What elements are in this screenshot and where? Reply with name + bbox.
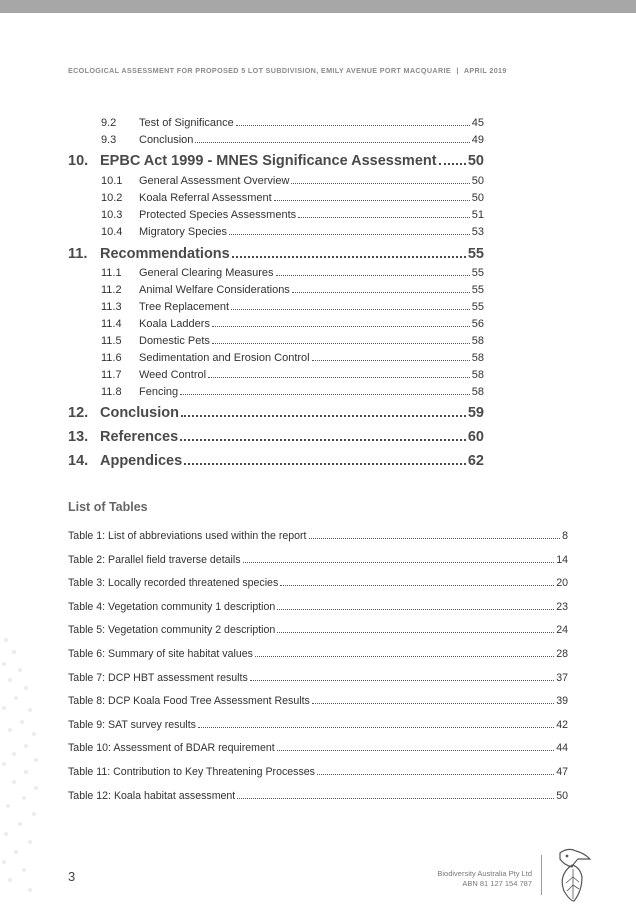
toc-entry-page: 50 xyxy=(471,192,484,204)
toc-entry-number: 9.3 xyxy=(101,134,117,146)
list-of-tables-entry[interactable] xyxy=(68,577,568,589)
list-of-tables-entry[interactable] xyxy=(68,554,568,566)
toc-subsection-entry[interactable] xyxy=(101,175,484,187)
table-leader-dots xyxy=(277,750,555,751)
toc-section-entry[interactable] xyxy=(68,153,484,169)
table-entry-title: Table 9: SAT survey results xyxy=(68,718,196,731)
toc-leader-dots xyxy=(236,125,470,126)
toc-subsection-entry[interactable] xyxy=(101,369,484,381)
toc-entry-number: 11.8 xyxy=(101,386,122,398)
kookaburra-leaf-logo-icon xyxy=(552,847,592,903)
list-of-tables-entry[interactable] xyxy=(68,601,568,613)
toc-entry-number: 10.4 xyxy=(101,226,123,238)
toc-entry-number: 11. xyxy=(68,246,88,262)
toc-entry-number: 11.5 xyxy=(101,335,122,347)
table-leader-dots xyxy=(280,585,554,586)
toc-entry-page: 50 xyxy=(471,175,484,187)
toc-entry-page: 59 xyxy=(467,405,484,421)
toc-entry-page: 50 xyxy=(467,153,484,169)
toc-leader-dots xyxy=(212,343,470,344)
toc-entry-number: 11.6 xyxy=(101,352,122,364)
toc-entry-number: 13. xyxy=(68,429,89,445)
toc-section-entry[interactable] xyxy=(68,429,484,445)
footer-divider xyxy=(541,855,542,895)
table-entry-title: Table 11: Contribution to Key Threatening Processes xyxy=(68,766,315,778)
table-entry-title: Table 3: Locally recorded threatened species xyxy=(68,577,279,590)
toc-entry-title: Tree Replacement xyxy=(139,301,230,313)
toc-entry-title: General Assessment Overview xyxy=(139,175,290,187)
toc-entry-page: 56 xyxy=(471,318,484,330)
toc-entry-page: 55 xyxy=(471,267,484,279)
table-leader-dots xyxy=(243,562,555,563)
list-of-tables-entry[interactable] xyxy=(68,742,568,754)
toc-entry-number: 10.3 xyxy=(101,209,123,221)
company-info xyxy=(437,869,532,889)
header-separator: | xyxy=(456,66,459,75)
list-of-tables-entry[interactable] xyxy=(68,695,568,707)
toc-section-entry[interactable] xyxy=(68,453,484,469)
toc-subsection-entry[interactable] xyxy=(101,226,484,238)
toc-entry-page: 58 xyxy=(471,386,484,398)
toc-leader-dots xyxy=(208,377,470,378)
toc-leader-dots xyxy=(312,360,470,361)
toc-entry-title: Test of Significance xyxy=(139,117,234,129)
toc-entry-title: Protected Species Assessments xyxy=(139,209,297,221)
toc-leader-dots xyxy=(180,394,470,395)
table-entry-title: Table 12: Koala habitat assessment xyxy=(68,789,236,802)
toc-leader-dots xyxy=(212,326,470,327)
toc-entry-page: 58 xyxy=(471,352,484,364)
table-leader-dots xyxy=(250,680,554,681)
list-of-tables-entry[interactable] xyxy=(68,719,568,731)
top-bar xyxy=(0,0,636,13)
table-entry-page: 20 xyxy=(556,577,568,590)
table-leader-dots xyxy=(255,656,554,657)
table-entry-page: 8 xyxy=(562,530,568,542)
table-entry-title: Table 5: Vegetation community 2 description xyxy=(68,624,276,637)
table-entry-title: Table 10: Assessment of BDAR requirement xyxy=(68,742,275,755)
toc-subsection-entry[interactable] xyxy=(101,301,484,313)
table-leader-dots xyxy=(312,703,554,704)
toc-leader-dots xyxy=(195,142,469,143)
toc-entry-page: 51 xyxy=(471,209,484,221)
list-of-tables-entry[interactable] xyxy=(68,766,568,778)
toc-entry-title: Recommendations xyxy=(100,246,230,262)
table-leader-dots xyxy=(198,727,554,728)
toc-subsection-entry[interactable] xyxy=(101,386,484,398)
table-entry-title: Table 7: DCP HBT assessment results xyxy=(68,671,248,684)
table-entry-title: Table 1: List of abbreviations used within the report xyxy=(68,530,307,542)
toc-leader-dots xyxy=(291,183,469,184)
table-entry-title: Table 8: DCP Koala Food Tree Assessment Results xyxy=(68,695,310,708)
toc-entry-title: Domestic Pets xyxy=(139,335,210,347)
toc-leader-dots xyxy=(276,275,470,276)
table-entry-title: Table 2: Parallel field traverse details xyxy=(68,553,241,566)
toc-entry-title: Appendices xyxy=(100,453,183,469)
toc-entry-title: Conclusion xyxy=(139,134,194,146)
toc-entry-page: 60 xyxy=(467,429,484,445)
toc-entry-page: 58 xyxy=(471,335,484,347)
toc-entry-number: 9.2 xyxy=(101,117,117,129)
toc-leader-dots xyxy=(229,234,470,235)
toc-entry-title: General Clearing Measures xyxy=(139,267,274,279)
toc-leader-dots xyxy=(180,439,466,441)
toc-leader-dots xyxy=(232,256,466,258)
toc-subsection-entry[interactable] xyxy=(101,284,484,296)
table-entry-page: 50 xyxy=(556,789,568,802)
toc-entry-title: Fencing xyxy=(139,386,179,398)
toc-subsection-entry[interactable] xyxy=(101,209,484,221)
toc-entry-page: 45 xyxy=(471,117,484,129)
table-entry-page: 42 xyxy=(556,718,568,731)
table-leader-dots xyxy=(309,538,561,539)
toc-subsection-entry[interactable] xyxy=(101,134,484,146)
table-entry-page: 14 xyxy=(556,553,568,566)
company-name: Biodiversity Australia Pty Ltd xyxy=(437,869,532,878)
list-of-tables-entry[interactable] xyxy=(68,648,568,660)
toc-subsection-entry[interactable] xyxy=(101,192,484,204)
list-of-tables-entry[interactable] xyxy=(68,672,568,684)
table-entry-page: 47 xyxy=(556,766,568,778)
toc-entry-title: Koala Referral Assessment xyxy=(139,192,272,204)
toc-subsection-entry[interactable] xyxy=(101,318,484,330)
toc-entry-number: 10. xyxy=(68,153,89,169)
toc-subsection-entry[interactable] xyxy=(101,335,484,347)
toc-entry-title: References xyxy=(100,429,179,445)
running-header xyxy=(68,66,568,75)
toc-entry-number: 11.1 xyxy=(101,267,122,279)
toc-entry-page: 62 xyxy=(467,453,484,469)
toc-entry-number: 11.7 xyxy=(101,369,122,381)
toc-entry-page: 55 xyxy=(471,284,484,296)
toc-subsection-entry[interactable] xyxy=(101,352,484,364)
list-of-tables-entry[interactable] xyxy=(68,790,568,802)
page-number: 3 xyxy=(68,869,76,884)
toc-entry-page: 55 xyxy=(471,301,484,313)
toc-entry-title: Animal Welfare Considerations xyxy=(139,284,290,296)
toc-leader-dots xyxy=(292,292,470,293)
header-date: APRIL 2019 xyxy=(463,66,507,75)
toc-leader-dots xyxy=(298,217,470,218)
table-leader-dots xyxy=(277,632,554,633)
toc-entry-number: 11.3 xyxy=(101,301,122,313)
toc-entry-title: Koala Ladders xyxy=(139,318,210,330)
toc-subsection-entry[interactable] xyxy=(101,267,484,279)
toc-entry-number: 10.2 xyxy=(101,192,123,204)
toc-entry-page: 58 xyxy=(471,369,484,381)
company-abn: ABN 81 127 154 787 xyxy=(462,879,532,888)
toc-leader-dots xyxy=(439,163,466,165)
table-entry-page: 37 xyxy=(556,671,568,684)
toc-leader-dots xyxy=(181,415,466,417)
list-of-tables-entry[interactable] xyxy=(68,624,568,636)
table-leader-dots xyxy=(317,774,554,775)
table-leader-dots xyxy=(237,798,554,799)
toc-entry-title: Conclusion xyxy=(100,405,179,421)
toc-entry-page: 55 xyxy=(467,246,484,262)
table-entry-page: 23 xyxy=(556,600,568,613)
table-entry-title: Table 6: Summary of site habitat values xyxy=(68,648,253,660)
toc-leader-dots xyxy=(184,463,466,465)
toc-section-entry[interactable] xyxy=(68,405,484,421)
toc-leader-dots xyxy=(274,200,470,201)
toc-entry-page: 53 xyxy=(471,226,484,238)
table-entry-page: 28 xyxy=(556,648,568,660)
toc-entry-title: EPBC Act 1999 - MNES Significance Assessment xyxy=(100,153,437,169)
list-of-tables-heading: List of Tables xyxy=(68,500,148,514)
toc-entry-number: 11.2 xyxy=(101,284,122,296)
toc-section-entry[interactable] xyxy=(68,246,484,262)
table-entry-page: 24 xyxy=(556,624,568,637)
list-of-tables-entry[interactable] xyxy=(68,530,568,542)
toc-subsection-entry[interactable] xyxy=(101,117,484,129)
toc-entry-title: Migratory Species xyxy=(139,226,228,238)
toc-leader-dots xyxy=(231,309,470,310)
table-leader-dots xyxy=(277,609,554,610)
toc-entry-number: 12. xyxy=(68,405,89,421)
toc-entry-number: 14. xyxy=(68,453,89,469)
toc-entry-number: 11.4 xyxy=(101,318,122,330)
running-title: ECOLOGICAL ASSESSMENT FOR PROPOSED 5 LOT SUBDIVISION, EMILY AVENUE PORT MACQUARIE xyxy=(68,66,451,75)
toc-entry-page: 49 xyxy=(471,134,484,146)
table-entry-title: Table 4: Vegetation community 1 description xyxy=(68,600,276,613)
toc-entry-title: Weed Control xyxy=(139,369,207,381)
table-entry-page: 39 xyxy=(556,695,568,708)
decorative-dot-pattern xyxy=(0,600,80,907)
table-entry-page: 44 xyxy=(556,742,568,755)
toc-entry-title: Sedimentation and Erosion Control xyxy=(139,352,310,364)
toc-entry-number: 10.1 xyxy=(101,175,123,187)
